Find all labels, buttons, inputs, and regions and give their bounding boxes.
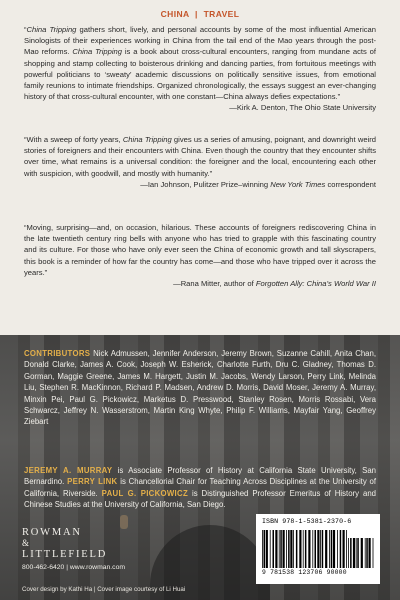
barcode-bar bbox=[315, 530, 317, 568]
barcode-bar bbox=[317, 530, 319, 568]
barcode-bar bbox=[348, 538, 349, 568]
barcode-bar bbox=[353, 538, 355, 568]
contributors-label: CONTRIBUTORS bbox=[24, 349, 91, 358]
barcode-bar bbox=[299, 530, 301, 568]
barcode-bar bbox=[346, 530, 347, 568]
barcode-bar bbox=[262, 530, 263, 568]
barcode-bar bbox=[312, 530, 313, 568]
barcode-bar bbox=[275, 530, 277, 568]
barcode-bar bbox=[293, 530, 294, 568]
barcode-bar bbox=[333, 530, 335, 568]
barcode-bar bbox=[365, 538, 366, 568]
barcode-bar bbox=[270, 530, 271, 568]
barcode-bar bbox=[369, 538, 371, 568]
blurb-mitter bbox=[24, 222, 376, 289]
barcode-bar bbox=[286, 530, 287, 568]
barcode-bar bbox=[283, 530, 285, 568]
barcode-bar bbox=[350, 538, 352, 568]
blurb-text: “Moving, surprising—and, on occasion, hilarious. These accounts of foreigners rediscovering China in the late twentieth century ring bells with anyone who has tried to grapple with this fascinating country and its culture. For those who have only ever seen the China of economic growth and tall skyscrapers, this book is a reminder of how far the country has come—and those who have tripped over it across the years.” bbox=[24, 223, 376, 277]
publisher-name: ROWMAN & LITTLEFIELD bbox=[22, 527, 108, 560]
publisher-contact: 800-462-6420 | www.rowman.com bbox=[22, 564, 126, 571]
cover-credits: Cover design by Kathi Ha | Cover image courtesy of Li Huai bbox=[22, 586, 186, 593]
editor-bios bbox=[24, 465, 376, 511]
price-barcode-graphic bbox=[348, 538, 374, 568]
barcode-bar bbox=[266, 530, 268, 568]
barcode-bar bbox=[357, 538, 359, 568]
blurb-attribution: —Ian Johnson, Pulitzer Prize–winning New York Times correspondent bbox=[140, 179, 376, 189]
ean-barcode-graphic bbox=[262, 530, 348, 568]
isbn-barcode bbox=[256, 514, 380, 584]
barcode-bar bbox=[264, 530, 266, 568]
barcode-bar bbox=[279, 530, 280, 568]
editor-name: PERRY LINK bbox=[67, 477, 118, 487]
barcode-bar bbox=[290, 530, 292, 568]
barcode-bar bbox=[361, 538, 363, 568]
barcode-bar bbox=[308, 530, 310, 568]
contributors-list bbox=[24, 348, 376, 428]
publisher-logo bbox=[22, 527, 125, 572]
barcode-bar bbox=[329, 530, 330, 568]
editor-name: PAUL G. PICKOWICZ bbox=[101, 488, 189, 498]
editor-bio: is Associate Professor of History at California State University, San Bernardino. bbox=[24, 466, 376, 487]
category-separator: | bbox=[195, 9, 198, 19]
category-china: CHINA bbox=[160, 9, 190, 19]
barcode-bar bbox=[322, 530, 324, 568]
blurb-text: “China Tripping gathers short, lively, and personal accounts by some of the most influential American Sinologists of their experiences working in China from the tail end of the Mao years through the post-Mao reforms. China Tripping is a book about cross-cultural encounters, ranging from mundane acts of shopping and stamp collecting to boisterous drinking and dancing parties, from fortuitous meetings with powerful politicians to ‘sweaty’ academic discussions on politically sensitive issues, from emotional family reunions to intimate friendships. Organized chronologically, the essays suggest an ever-changing history of that cross-cultural encounter, with one constant—China always defies expectations.” bbox=[24, 25, 377, 102]
editor-name: JEREMY A. MURRAY bbox=[24, 466, 113, 475]
category-travel: TRAVEL bbox=[203, 9, 240, 19]
barcode-bar bbox=[303, 530, 304, 568]
blurb-text: “With a sweep of forty years, China Tripping gives us a series of amusing, poignant, and downright weird stories of foreigners and their encounters with China. Even though the country that they encounter shifts over time, what remains is a universal condition: the foreigner and the local, encountering each other with suspicion, with goodwill, and mostly with humanity.” bbox=[24, 135, 376, 178]
ean-number: 9 781538 123706 90000 bbox=[262, 569, 347, 576]
barcode-bars bbox=[262, 528, 374, 568]
barcode-bar bbox=[356, 538, 357, 568]
blurb-attribution: —Kirk A. Denton, The Ohio State University bbox=[229, 103, 376, 113]
barcode-bar bbox=[366, 538, 368, 568]
barcode-bar bbox=[340, 530, 342, 568]
barcode-bar bbox=[305, 530, 307, 568]
barcode-bar bbox=[296, 530, 298, 568]
barcode-bar bbox=[331, 530, 333, 568]
editor-bio: is Distinguished Professor Emeritus of History and Chinese Studies at the University of California, San Diego. bbox=[24, 488, 377, 510]
barcode-bar bbox=[320, 530, 321, 568]
isbn-text: ISBN 978-1-5381-2370-6 bbox=[262, 518, 352, 525]
barcode-bar bbox=[325, 530, 327, 568]
barcode-bar bbox=[273, 530, 275, 568]
blurb-johnson bbox=[24, 134, 376, 190]
blurb-attribution: —Rana Mitter, author of Forgotten Ally: China’s World War II bbox=[173, 279, 376, 289]
editor-bio: is Chancellorial Chair for Teaching Across Disciplines at the University of California, Riverside. bbox=[24, 477, 377, 498]
barcode-bar bbox=[280, 530, 282, 568]
blurb-denton bbox=[24, 24, 376, 114]
contributors-names: Nick Admussen, Jennifer Anderson, Jeremy Brown, Suzanne Cahill, Anita Chan, Donald Clarke, James A. Cook, Joseph W. Esherick, Charlotte Furth, Dru C. Gladney, Thomas D. Gorman, Maggie Greene, James M. Hargett, Justin M. Jacobs, Wendy Larson, Perry Link, Melinda Liu, Stephen R. MacKinnon, Richard P. Madsen, Andrew D. Morris, David Moser, Jeremy A. Murray, Minxin Pei, Paul G. Pickowicz, Marketus D. Presswood, Stanley Rosen, Morris Rossabi, Vera Schwarcz, Jeffrey N. Wasserstrom, Martin King Whyte, Philip F. Williams, Mayfair Yang, Geoffrey Ziebart bbox=[24, 349, 376, 427]
barcode-bar bbox=[373, 538, 374, 568]
price-code: 90000 bbox=[326, 569, 347, 576]
category-label bbox=[0, 9, 400, 19]
barcode-bar bbox=[288, 530, 290, 568]
barcode-bar bbox=[343, 530, 345, 568]
barcode-bar bbox=[337, 530, 338, 568]
